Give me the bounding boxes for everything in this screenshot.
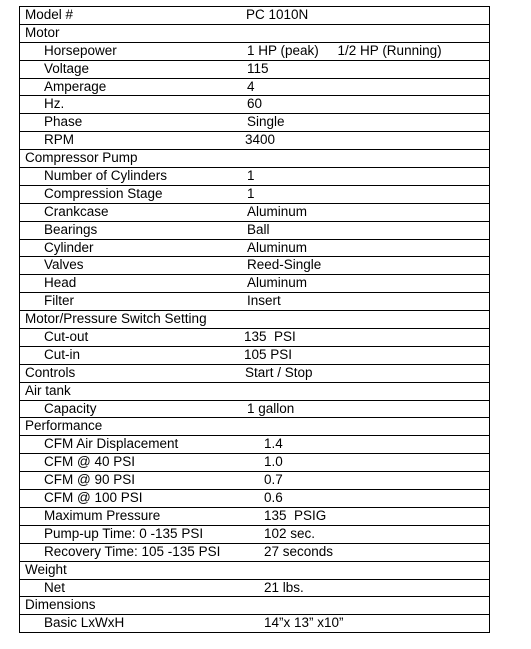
- spec-table: [19, 6, 490, 633]
- spec-row: [20, 257, 490, 275]
- spec-label: Hz.: [44, 96, 65, 112]
- spec-label: Capacity: [44, 400, 97, 416]
- spec-row: [20, 490, 490, 508]
- spec-row: [20, 114, 490, 132]
- spec-row: [20, 24, 490, 42]
- spec-value: 14”x 13” x10”: [264, 615, 344, 631]
- spec-row: [20, 346, 490, 364]
- spec-value: Insert: [247, 293, 281, 309]
- spec-label: Crankcase: [44, 203, 109, 219]
- spec-row: [20, 311, 490, 329]
- spec-row: [20, 525, 490, 543]
- spec-value: Ball: [247, 221, 270, 237]
- spec-value: 115: [247, 60, 269, 76]
- spec-row: [20, 543, 490, 561]
- spec-value: Aluminum: [247, 239, 308, 255]
- spec-row: [20, 615, 490, 633]
- spec-label: Amperage: [44, 78, 107, 94]
- spec-label: Cut-in: [44, 346, 81, 362]
- spec-row: [20, 239, 490, 257]
- spec-label: CFM Air Displacement: [44, 436, 179, 452]
- spec-label: CFM @ 90 PSI: [44, 472, 135, 488]
- spec-label: CFM @ 100 PSI: [44, 490, 143, 506]
- spec-value: 1 gallon: [247, 400, 295, 416]
- spec-row: [20, 7, 490, 25]
- spec-label: Phase: [44, 114, 83, 130]
- spec-row: [20, 579, 490, 597]
- spec-value: 4: [247, 78, 255, 94]
- spec-label: Number of Cylinders: [44, 168, 168, 184]
- spec-value: Aluminum: [247, 203, 308, 219]
- section-label: Model #: [25, 7, 74, 22]
- spec-value: 135 PSI: [244, 329, 296, 345]
- spec-value: 3400: [245, 132, 276, 148]
- section-label: Compressor Pump: [25, 150, 138, 166]
- spec-row: [20, 132, 490, 150]
- section-label: Air tank: [25, 382, 71, 398]
- spec-label: Recovery Time: 105 -135 PSI: [44, 543, 221, 559]
- spec-label: Basic LxWxH: [44, 615, 125, 631]
- spec-row: [20, 60, 490, 78]
- spec-label: Valves: [44, 257, 84, 273]
- spec-value: 27 seconds: [264, 543, 334, 559]
- section-label: Weight: [25, 561, 67, 577]
- spec-label: Pump-up Time: 0 -135 PSI: [44, 525, 204, 541]
- spec-label: Cylinder: [44, 239, 94, 255]
- spec-value: PC 1010N: [246, 7, 309, 22]
- spec-row: [20, 329, 490, 347]
- section-label: Motor/Pressure Switch Setting: [25, 311, 207, 327]
- section-label: Motor: [25, 24, 60, 40]
- spec-row: [20, 203, 490, 221]
- spec-row: [20, 561, 490, 579]
- spec-value: 0.6: [264, 490, 283, 506]
- spec-label: Net: [44, 579, 66, 595]
- spec-row: [20, 78, 490, 96]
- spec-label: Voltage: [44, 60, 90, 76]
- spec-value: 1 HP (peak) 1/2 HP (Running): [247, 42, 442, 58]
- spec-value: 1.0: [264, 454, 283, 470]
- spec-value: Aluminum: [247, 275, 308, 291]
- spec-label: Cut-out: [44, 329, 89, 345]
- spec-row: [20, 150, 490, 168]
- spec-label: Compression Stage: [44, 185, 163, 201]
- spec-row: [20, 507, 490, 525]
- spec-value: 1: [247, 168, 255, 184]
- spec-label: Maximum Pressure: [44, 507, 161, 523]
- spec-row: [20, 275, 490, 293]
- spec-value: Single: [247, 114, 285, 130]
- spec-value: 21 lbs.: [264, 579, 304, 595]
- spec-value: 60: [247, 96, 263, 112]
- spec-row: [20, 436, 490, 454]
- spec-row: [20, 42, 490, 60]
- spec-value: 135 PSIG: [264, 507, 327, 523]
- spec-table-body: [20, 7, 490, 633]
- section-label: Controls: [25, 364, 76, 380]
- spec-value: Start / Stop: [245, 364, 313, 380]
- spec-label: Bearings: [44, 221, 98, 237]
- spec-sheet: [19, 6, 489, 633]
- spec-row: [20, 96, 490, 114]
- spec-row: [20, 400, 490, 418]
- spec-row: [20, 293, 490, 311]
- spec-value: 1.4: [264, 436, 283, 452]
- spec-value: 1: [247, 185, 255, 201]
- section-label: Performance: [25, 418, 103, 434]
- spec-value: 105 PSI: [244, 346, 293, 362]
- spec-label: Head: [44, 275, 77, 291]
- spec-value: 102 sec.: [264, 525, 316, 541]
- spec-row: [20, 221, 490, 239]
- spec-row: [20, 418, 490, 436]
- spec-row: [20, 454, 490, 472]
- section-label: Dimensions: [25, 597, 96, 613]
- spec-label: CFM @ 40 PSI: [44, 454, 135, 470]
- spec-row: [20, 382, 490, 400]
- spec-label: RPM: [44, 132, 74, 148]
- spec-value: 0.7: [264, 472, 283, 488]
- spec-row: [20, 168, 490, 186]
- spec-value: Reed-Single: [247, 257, 322, 273]
- spec-row: [20, 472, 490, 490]
- spec-label: Filter: [44, 293, 74, 309]
- spec-label: Horsepower: [44, 42, 117, 58]
- spec-row: [20, 185, 490, 203]
- spec-row: [20, 364, 490, 382]
- spec-row: [20, 597, 490, 615]
